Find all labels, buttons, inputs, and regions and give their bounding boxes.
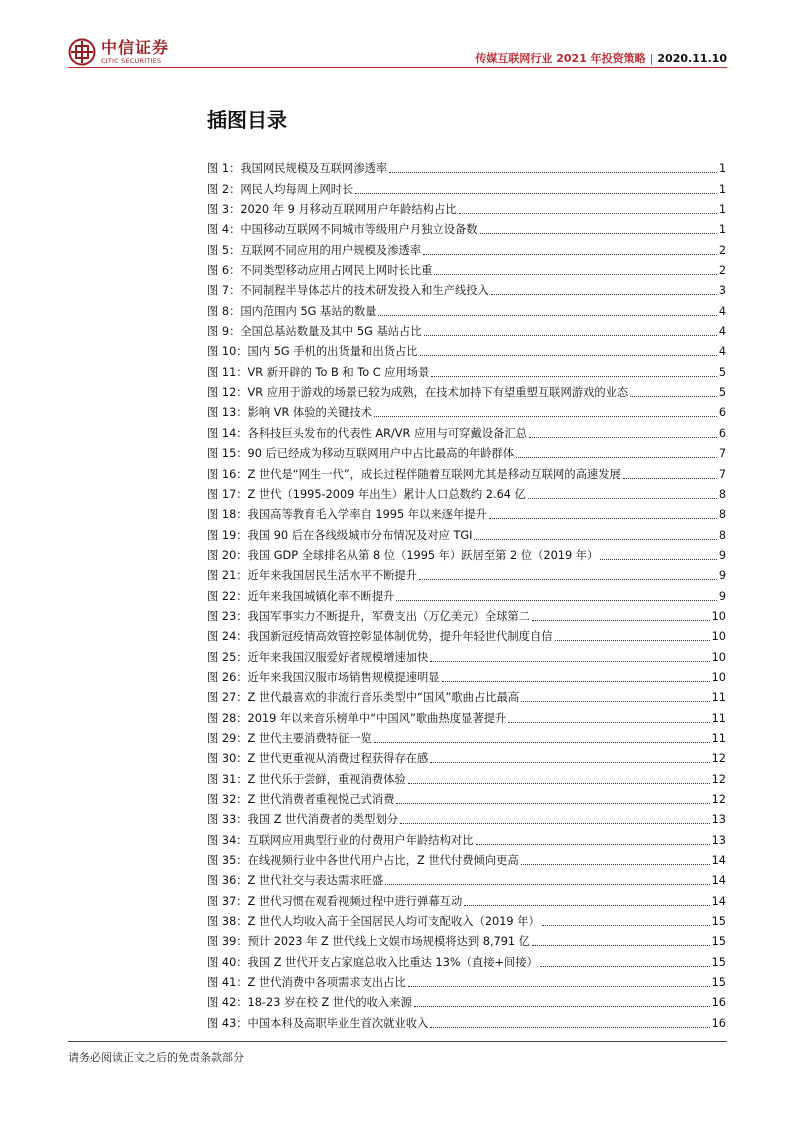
toc-entry-label[interactable]: 图 5：互联网不同应用的用户规模及渗透率 [207,243,422,257]
toc-leader-dots [480,233,717,234]
toc-entry[interactable] [207,359,726,379]
report-date: 2020.11.10 [657,52,727,65]
toc-leader-dots [529,437,717,438]
toc-entry-label[interactable]: 图 17：Z 世代（1995-2009 年出生）累计人口总数约 2.64 亿 [207,487,526,501]
toc-entry-page: 1 [718,223,726,237]
toc-entry[interactable] [207,644,726,664]
toc-entry[interactable] [207,217,726,237]
toc-entry-label[interactable]: 图 31：Z 世代乐于尝鲜，重视消费体验 [207,772,406,786]
toc-entry-label[interactable]: 图 41：Z 世代消费中各项需求支出占比 [207,976,406,990]
toc-leader-dots [389,172,717,173]
toc-leader-dots [516,457,717,458]
toc-entry-label[interactable]: 图 9：全国总基站数量及其中 5G 基站占比 [207,325,422,339]
toc-entry[interactable] [207,319,726,339]
toc-entry-label[interactable]: 图 36：Z 世代社交与表达需求旺盛 [207,874,384,888]
citic-logo [68,38,169,66]
toc-entry-page: 10 [711,609,726,623]
toc-leader-dots [623,478,717,479]
toc-leader-dots [419,579,717,580]
toc-entry[interactable] [207,339,726,359]
toc-entry-page: 14 [711,874,726,888]
toc-leader-dots [408,783,710,784]
toc-entry[interactable] [207,624,726,644]
toc-entry-page: 14 [711,854,726,868]
toc-entry-page: 3 [718,284,726,298]
logo-en-text: CITIC SECURITIES [101,56,162,65]
toc-entry-page: 11 [711,731,726,745]
toc-entry-label[interactable]: 图 33：我国 Z 世代消费者的类型划分 [207,813,399,827]
toc-leader-dots [528,498,717,499]
toc-entry[interactable] [207,807,726,827]
toc-entry-page: 8 [718,528,726,542]
header-separator: | [649,52,654,65]
toc-entry-page: 11 [711,691,726,705]
toc-entry-page: 16 [711,996,726,1010]
header-divider [68,67,727,68]
citic-logo-icon [68,38,96,66]
toc-entry-page: 15 [711,976,726,990]
toc-entry-label[interactable]: 图 13：影响 VR 体验的关键技术 [207,406,372,420]
toc-entry[interactable] [207,827,726,847]
toc-leader-dots [420,355,717,356]
toc-entry-label[interactable]: 图 16：Z 世代是“网生一代”，成长过程伴随着互联网尤其是移动互联网的高速发展 [207,467,621,481]
toc-leader-dots [423,254,717,255]
toc-entry[interactable] [207,502,726,522]
toc-entry-page: 1 [718,162,726,176]
toc-entry-label[interactable]: 图 8：国内范围内 5G 基站的数量 [207,304,377,318]
toc-entry-label[interactable]: 图 4：中国移动互联网不同城市等级用户月独立设备数 [207,223,478,237]
toc-leader-dots [508,722,709,723]
toc-entry-label[interactable]: 图 10：国内 5G 手机的出货量和出货占比 [207,345,418,359]
toc-entry[interactable] [207,441,726,461]
toc-entry-label[interactable]: 图 21：近年来我国居民生活水平不断提升 [207,569,418,583]
toc-entry-page: 9 [718,589,726,603]
toc-entry-page: 14 [711,894,726,908]
toc-entry-label[interactable]: 图 23：我国军事实力不断提升，军费支出（万亿美元）全球第二 [207,609,530,623]
toc-entry-page: 4 [718,345,726,359]
toc-entry-page: 13 [711,833,726,847]
toc-entry-label[interactable]: 图 43：中国本科及高职毕业生首次就业收入 [207,1016,429,1030]
toc-entry-page: 9 [718,548,726,562]
toc-entry[interactable] [207,868,726,888]
toc-entry[interactable] [207,970,726,990]
toc-leader-dots [424,335,717,336]
toc-entry-label[interactable]: 图 40：我国 Z 世代开支占家庭总收入比重达 13%（直接+间接） [207,955,538,969]
toc-entry[interactable] [207,766,726,786]
toc-entry-page: 10 [711,630,726,644]
toc-entry[interactable] [207,909,726,929]
toc-entry-label[interactable]: 图 11：VR 新开辟的 To B 和 To C 应用场景 [207,365,430,379]
toc-leader-dots [476,844,710,845]
toc-entry-page: 5 [718,365,726,379]
toc-entry[interactable] [207,522,726,542]
footer-disclaimer: 请务必阅读正文之后的免责条款部分 [68,1051,244,1064]
toc-entry-page: 5 [718,386,726,400]
toc-entry-label[interactable]: 图 30：Z 世代更重视从消费过程获得存在感 [207,752,429,766]
toc-entry[interactable] [207,685,726,705]
toc-entry-label[interactable]: 图 7：不同制程半导体芯片的技术研发投入和生产线投入 [207,284,489,298]
toc-entry[interactable] [207,665,726,685]
toc-leader-dots [400,823,710,824]
toc-entry-page: 8 [718,487,726,501]
toc-entry-label[interactable]: 图 24：我国新冠疫情高效管控彰显体制优势，提升年轻世代制度自信 [207,630,553,644]
toc-leader-dots [532,620,710,621]
toc-leader-dots [396,600,716,601]
toc-leader-dots [430,661,709,662]
toc-entry[interactable] [207,705,726,725]
toc-entry-page: 15 [711,935,726,949]
report-title: 传媒互联网行业 2021 年投资策略 [475,52,646,65]
toc-entry-label[interactable]: 图 1：我国网民规模及互联网渗透率 [207,162,388,176]
toc-entry-label[interactable]: 图 42：18-23 岁在校 Z 世代的收入来源 [207,996,412,1010]
toc-entry-page: 2 [718,243,726,257]
toc-entry-page: 1 [718,203,726,217]
toc-entry[interactable] [207,258,726,278]
toc-entry[interactable] [207,990,726,1010]
toc-leader-dots [540,966,710,967]
report-header [475,50,727,66]
toc-leader-dots [434,274,716,275]
toc-entry-page: 7 [718,467,726,481]
toc-entry-label[interactable]: 图 32：Z 世代消费者重视悦己式消费 [207,793,395,806]
toc-leader-dots [442,681,710,682]
toc-entry[interactable] [207,583,726,603]
toc-entry-label[interactable]: 图 29：Z 世代主要消费特征一览 [207,731,372,745]
toc-leader-dots [521,864,710,865]
toc-entry[interactable] [207,746,726,766]
toc-entry-label[interactable]: 图 28：2019 年以来音乐榜单中“中国风”歌曲热度显著提升 [207,711,507,725]
page-title: 插图目录 [207,108,287,132]
toc-entry-page: 4 [718,304,726,318]
toc-entry-page: 15 [711,955,726,969]
toc-leader-dots [430,762,709,763]
toc-entry-page: 9 [718,569,726,583]
toc-entry[interactable] [207,176,726,196]
toc-entry-label[interactable]: 图 18：我国高等教育毛入学率自 1995 年以来逐年提升 [207,508,487,522]
toc-leader-dots [374,416,717,417]
toc-entry-label[interactable]: 图 20：我国 GDP 全球排名从第 8 位（1995 年）跃居至第 2 位（2019 年） [207,548,599,562]
toc-leader-dots [431,376,716,377]
toc-entry[interactable] [207,278,726,298]
toc-entry-label[interactable]: 图 12：VR 应用于游戏的场景已较为成熟，在技术加持下有望重塑互联网游戏的业态 [207,386,629,400]
toc-entry[interactable] [207,949,726,969]
toc-entry[interactable] [207,197,726,217]
toc-leader-dots [355,193,716,194]
toc-entry[interactable] [207,400,726,420]
footer-divider [68,1041,727,1042]
toc-entry[interactable] [207,929,726,949]
toc-entry[interactable] [207,604,726,624]
toc-entry-page: 7 [718,447,726,461]
toc-entry-label[interactable]: 图 39：预计 2023 年 Z 世代线上文娱市场规模将达到 8,791 亿 [207,935,530,949]
toc-entry-page: 6 [718,406,726,420]
toc-entry-page: 10 [711,670,726,684]
toc-entry[interactable] [207,380,726,400]
toc-leader-dots [491,294,717,295]
toc-entry-label[interactable]: 图 26：近年来我国汉服市场销售规模提速明显 [207,670,440,684]
toc-entry-label[interactable]: 图 25：近年来我国汉服爱好者规模增速加快 [207,650,429,664]
toc-entry-page: 2 [718,264,726,278]
toc-entry[interactable] [207,420,726,440]
toc-leader-dots [385,884,709,885]
toc-entry[interactable] [207,888,726,908]
toc-leader-dots [600,559,716,560]
toc-leader-dots [630,396,717,397]
toc-entry-label[interactable]: 图 19：我国 90 后在各线级城市分布情况及对应 TGI [207,528,473,542]
toc-entry[interactable] [207,237,726,257]
toc-entry[interactable] [207,848,726,868]
toc-entry-page: 10 [711,650,726,664]
toc-entry-page: 13 [711,813,726,827]
toc-entry-page: 15 [711,915,726,929]
toc-entry[interactable] [207,461,726,481]
toc-entry-label[interactable]: 图 2：网民人均每周上网时长 [207,182,354,196]
toc-entry-page: 6 [718,426,726,440]
toc-leader-dots [532,945,710,946]
toc-entry-label[interactable]: 图 3：2020 年 9 月移动互联网用户年龄结构占比 [207,203,457,217]
toc-entry-label[interactable]: 图 34：互联网应用典型行业的付费用户年龄结构对比 [207,833,474,847]
toc-leader-dots [378,315,716,316]
toc-leader-dots [414,1006,710,1007]
toc-entry-label[interactable]: 图 35：在线视频行业中各世代用户占比，Z 世代付费倾向更高 [207,854,519,868]
toc-leader-dots [408,986,710,987]
toc-entry-page: 4 [718,325,726,339]
toc-entry[interactable] [207,563,726,583]
toc-leader-dots [489,518,717,519]
toc-leader-dots [474,539,716,540]
toc-entry[interactable] [207,1010,726,1030]
toc-leader-dots [464,905,709,906]
toc-entry-page: 8 [718,508,726,522]
toc-entry-page: 12 [711,752,726,766]
toc-entry-page: 1 [718,182,726,196]
toc-entry-label[interactable]: 图 38：Z 世代人均收入高于全国居民人均可支配收入（2019 年） [207,915,540,929]
toc-entry-label[interactable]: 图 15：90 后已经成为移动互联网用户中占比最高的年龄群体 [207,447,515,461]
toc-entry-label[interactable]: 图 22：近年来我国城镇化率不断提升 [207,589,395,603]
toc-entry-page: 12 [711,793,726,806]
toc-entry[interactable] [207,298,726,318]
toc-leader-dots [459,213,717,214]
toc-leader-dots [521,701,709,702]
toc-entry-page: 16 [711,1016,726,1030]
toc-entry-label[interactable]: 图 37：Z 世代习惯在观看视频过程中进行弹幕互动 [207,894,463,908]
toc-entry[interactable] [207,543,726,563]
toc-entry-label[interactable]: 图 6：不同类型移动应用占网民上网时长比重 [207,264,433,278]
toc-leader-dots [555,640,710,641]
toc-entry[interactable] [207,482,726,502]
toc-leader-dots [430,1027,709,1028]
toc-leader-dots [396,803,709,804]
toc-entry[interactable] [207,787,726,807]
toc-leader-dots [542,925,710,926]
toc-entry[interactable] [207,726,726,746]
toc-entry-page: 11 [711,711,726,725]
toc-entry[interactable] [207,156,726,176]
toc-entry-page: 12 [711,772,726,786]
logo-cn-text: 中信证券 [101,37,170,57]
figure-toc-list [207,156,726,1031]
toc-entry-label[interactable]: 图 14：各科技巨头发布的代表性 AR/VR 应用与可穿戴设备汇总 [207,426,527,440]
toc-leader-dots [374,742,710,743]
toc-entry-label[interactable]: 图 27：Z 世代最喜欢的非流行音乐类型中“国风”歌曲占比最高 [207,691,520,705]
